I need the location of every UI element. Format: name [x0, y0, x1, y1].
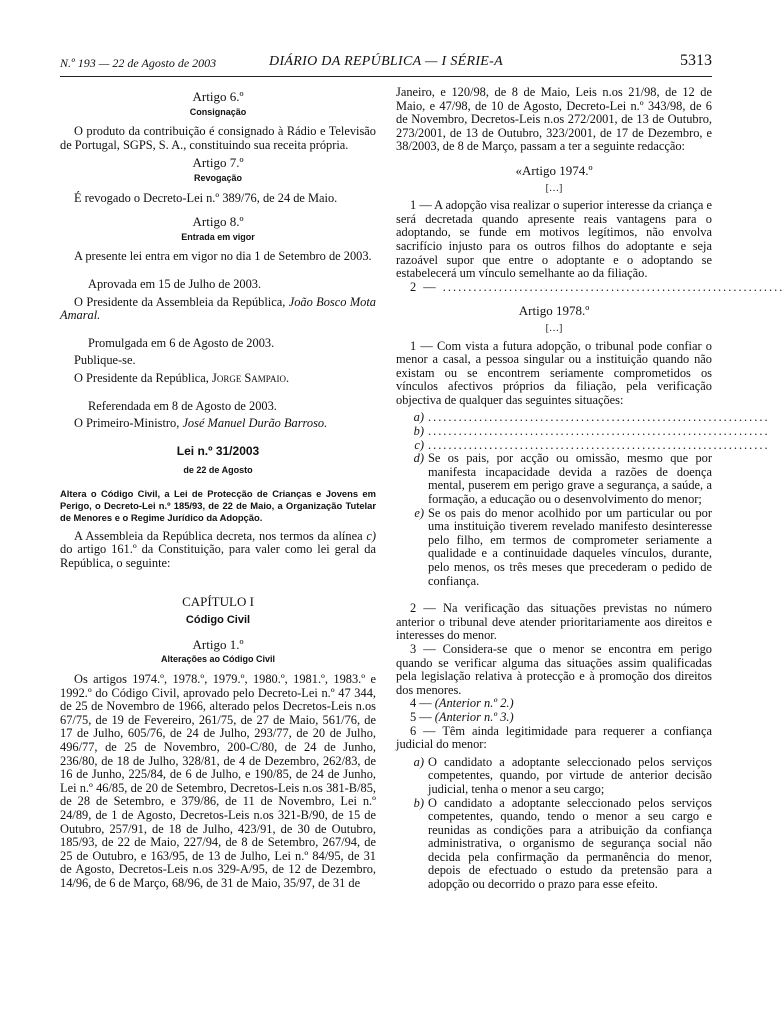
article-1978-paragraph-2: 2 — Na verificação das situações previstas no número anterior o tribunal deve atender prioritariamente aos direitos e interesses do menor. — [396, 601, 712, 643]
list-item-letter: d) — [413, 451, 424, 466]
article-1978-ellipsis: […] — [545, 322, 563, 334]
article-1-subtitle: Alterações ao Código Civil — [160, 654, 276, 665]
list-item-text: Se os pais do menor acolhido por um particular ou por uma instituição tiverem revelado manifesto desinteresse pelo filho, em termos de comprometer seriamente a qualidade e a continuidade daqueles vínculos, durante, pelo menos, os três meses que precederam o pedido de confiança. — [428, 505, 712, 588]
left-column — [60, 86, 376, 891]
list-item — [410, 797, 712, 892]
list-item — [410, 452, 712, 506]
publish-order: Publique-se. — [74, 353, 136, 368]
article-1978-paragraph-6: 6 — Têm ainda legitimidade para requerer a confiança judicial do menor: — [396, 723, 712, 752]
law-summary: Altera o Código Civil, a Lei de Protecção de Crianças e Jovens em Perigo, o Decreto-Lei n.º 185/93, de 22 de Maio, a Organização Tutelar de Menores e o Regime Jurídico da Adopção. — [60, 487, 376, 523]
decree-preamble-a: A Assembleia da República decreta, nos termos da alínea — [74, 528, 363, 543]
article-6-title: Artigo 6.º — [192, 89, 244, 104]
article-1974-title: «Artigo 1974.º — [515, 162, 593, 178]
list-item — [410, 437, 770, 453]
assembly-president-name: João Bosco Mota Amaral. — [60, 294, 376, 323]
list-item-dots: ................................................................... — [428, 410, 770, 425]
decree-preamble-b: do artigo 161.º da Constituição, para valer como lei geral da República, o seguinte: — [60, 542, 376, 571]
article-1978-paragraph-3: 3 — Considera-se que o menor se encontra em perigo quando se verificar alguma das situações assim qualificadas pela legislação relativa à protecção e à promoção dos direitos dos menores. — [396, 641, 712, 697]
promulgation-date: Promulgada em 6 de Agosto de 2003. — [88, 335, 275, 350]
article-6-text: O produto da contribuição é consignado à Rádio e Televisão de Portugal, SGPS, S. A., constituindo sua receita própria. — [60, 124, 376, 152]
list-item — [410, 756, 712, 797]
amendment-continuation: Janeiro, e 120/98, de 8 de Maio, Leis n.os 21/98, de 12 de Maio, e 47/98, de 10 de Agosto, Decreto-Lei n.º 343/98, de 6 de Novembro, Decretos-Leis n.os 272/2001, de 13 de Outubro, 273/2001, de 13 de Outubro, 323/2001, de 17 de Dezembro, e 38/2003, de 8 de Março, passam a ter a seguinte redacção: — [396, 85, 712, 154]
list-item-dots: ................................................................... — [428, 424, 770, 439]
list-item-letter: b) — [413, 795, 424, 810]
article-7-text: É revogado o Decreto-Lei n.º 389/76, de 24 de Maio. — [74, 190, 338, 205]
article-1-title: Artigo 1.º — [192, 636, 244, 652]
list-item-text: O candidato a adoptante seleccionado pelos serviços competentes, quando, por virtude de anterior decisão judicial, tenha o menor a seu cargo; — [428, 754, 712, 796]
right-column — [396, 85, 784, 892]
republic-president-line — [60, 372, 376, 386]
list-item-letter: e) — [414, 505, 424, 520]
article-7-title: Artigo 7.º — [192, 155, 244, 171]
header-journal-title: DIÁRIO DA REPÚBLICA — I SÉRIE-A — [269, 54, 503, 69]
list-item-text: Se os pais, por acção ou omissão, mesmo que por manifesta incapacidade devida a razões de doença mental, puserem em perigo grave a segurança, a saúde, a formação, a educação ou o desenvolvimento do menor; — [428, 451, 712, 507]
paragraph-5-text: (Anterior n.º 3.) — [434, 709, 514, 724]
assembly-president-prefix: O Presidente da Assembleia da República, — [74, 294, 286, 309]
article-1-text: Os artigos 1974.º, 1978.º, 1979.º, 1980.º, 1981.º, 1983.º e 1992.º do Código Civil, aprovado pelo Decreto-Lei n.º 47 344, de 25 de Novembro de 1966, alterado pelos Decretos-Leis n.os 67/75, de 19 de Fevereiro, 261/75, de 27 de Maio, 561/76, de 17 de Julho, 605/76, de 24 de Julho, 293/77, de 20 de Julho, 496/77, de 25 de Novembro, 200-C/80, de 24 de Junho, 236/80, de 18 de Julho, 328/81, de 4 de Dezembro, 262/83, de 16 de Junho, 225/84, de 6 de Julho, e 190/85, de 24 de Junho, Lei n.º 46/85, de 20 de Setembro, Decretos-Leis n.os 381-B/85, de 28 de Setembro, e 379/86, de 11 de Novembro, Lei n.º 24/89, de 1 de Agosto, Decretos-Leis n.os 321-B/90, de 15 de Outubro, 257/91, de 18 de Julho, 423/91, de 30 de Outubro, 185/93, de 22 de Maio, 227/94, de 8 de Setembro, 267/94, de 25 de Outubro, e 163/95, de 13 de Julho, Lei n.º 84/95, de 31 de Agosto, Decretos-Leis n.os 329-A/95, de 12 de Dezembro, 14/96, de 6 de Março, 68/96, de 31 de Maio, 35/97, de 31 de — [60, 672, 376, 890]
list-item-letter: a) — [413, 754, 424, 769]
article-1974-paragraph-2-number: 2 — — [410, 279, 443, 294]
header-page-number: 5313 — [680, 52, 712, 69]
chapter-heading: CAPÍTULO I — [182, 593, 254, 609]
decree-preamble — [60, 530, 376, 571]
list-item-letter: b) — [413, 424, 424, 439]
list-item-dots: ................................................................... — [428, 437, 770, 452]
article-1978-paragraph-5 — [396, 711, 712, 725]
chapter-title: Código Civil — [185, 614, 251, 627]
republic-president-prefix: O Presidente da República, — [74, 370, 209, 385]
article-8-title: Artigo 8.º — [192, 214, 244, 230]
approval-date: Aprovada em 15 de Julho de 2003. — [88, 276, 262, 291]
prime-minister-name: José Manuel Durão Barroso. — [182, 416, 328, 431]
article-1978-paragraph-4 — [396, 697, 712, 711]
list-item-text: O candidato a adoptante seleccionado pelos serviços competentes, quando, tendo o menor a seu cargo e reunidas as condições para a atribuição da confiança administrativa, o organismo de segurança social não decida pela confirmação da permanência do menor, depois de efectuado o estudo da pretensão para a adopção ou decorrido o prazo para esse efeito. — [428, 795, 712, 892]
article-6-subtitle: Consignação — [189, 106, 247, 117]
paragraph-4-text: (Anterior n.º 2.) — [434, 696, 514, 711]
page-header — [60, 52, 712, 77]
list-item-letter: c) — [414, 437, 424, 452]
legitimacy-list — [396, 756, 712, 892]
header-issue: N.º 193 — 22 de Agosto de 2003 — [60, 56, 217, 70]
decree-preamble-letter: c) — [366, 528, 376, 543]
article-8-text: A presente lei entra em vigor no dia 1 de Setembro de 2003. — [74, 249, 372, 264]
prime-minister-prefix: O Primeiro-Ministro, — [74, 416, 180, 431]
article-1974-ellipsis: […] — [545, 182, 563, 194]
law-title: Lei n.º 31/2003 — [176, 443, 260, 458]
republic-president-name: Jorge Sampaio. — [212, 370, 290, 385]
article-7-subtitle: Revogação — [193, 172, 243, 183]
article-8-subtitle: Entrada em vigor — [181, 231, 255, 242]
paragraph-4-number: 4 — — [410, 696, 435, 711]
article-1974-paragraph-1: 1 — A adopção visa realizar o superior interesse da criança e será decretada quando apresente reais vantagens para o adoptando, se funde em motivos legítimos, não envolva sacrifício injusto para os outros filhos do adoptante e seja razoável supor que entre o adoptante e o adoptando se estabelecerá um vínculo semelhante ao da filiação. — [396, 198, 712, 281]
article-1978-paragraph-1: 1 — Com vista a futura adopção, o tribunal pode confiar o menor a casal, a pessoa singular ou a instituição quando não existam ou se encontrem seriamente comprometidos os vínculos afectivos próprios da filiação, pela verificação objectiva de qualquer das seguintes situações: — [396, 338, 712, 407]
prime-minister-line — [60, 417, 376, 431]
list-item — [410, 507, 712, 589]
article-1974-paragraph-2 — [396, 279, 784, 295]
assembly-president-line — [60, 296, 376, 323]
dot-leader: ................................................................... — [442, 279, 784, 294]
situations-list — [396, 410, 770, 588]
article-1978-title: Artigo 1978.º — [518, 303, 590, 319]
list-item-letter: a) — [413, 410, 424, 425]
countersign-date: Referendada em 8 de Agosto de 2003. — [88, 398, 277, 413]
paragraph-5-number: 5 — — [410, 709, 435, 724]
list-item — [410, 424, 770, 439]
list-item — [410, 410, 770, 425]
law-date: de 22 de Agosto — [183, 465, 253, 476]
